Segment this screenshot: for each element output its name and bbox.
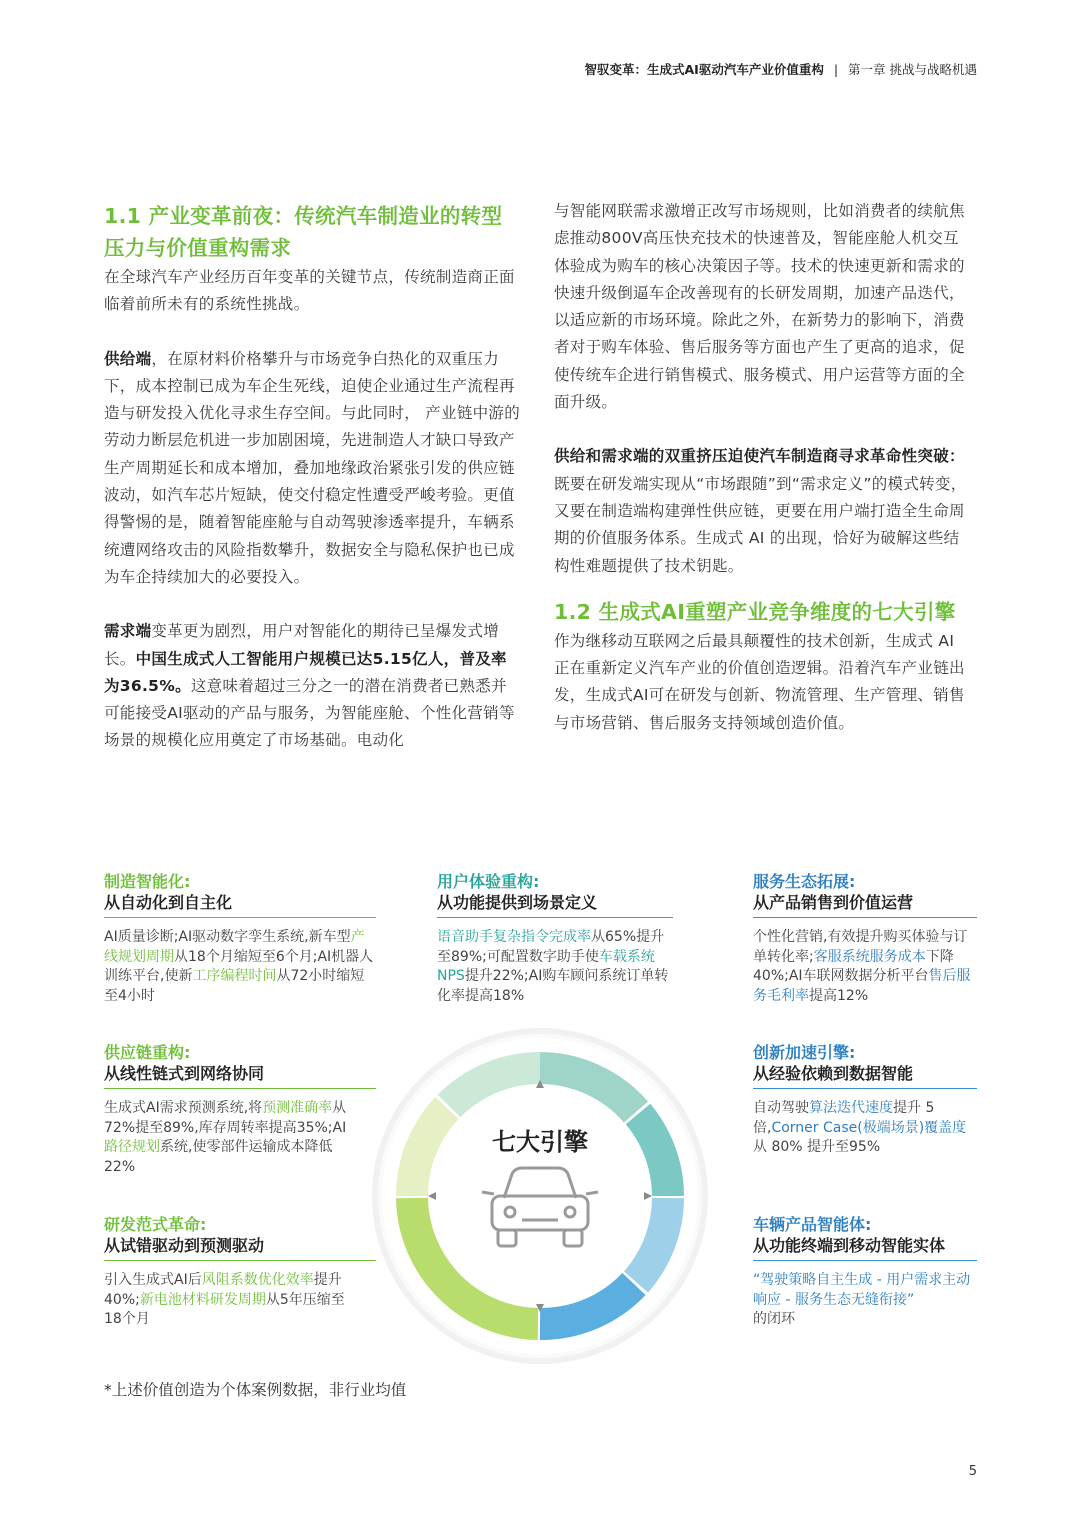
dual-pressure-paragraph [554, 443, 972, 579]
footnote: *上述价值创造为个体案例数据，非行业均值 [104, 1381, 407, 1399]
body-highlight: 客服系统服务成本 [813, 948, 926, 965]
body-text: 系统,使零部件运输成本降低 22% [104, 1139, 333, 1175]
card-manufacturing-title: 制造智能化: [104, 872, 191, 891]
heading-line-1: 1.1 产业变革前夜：传统汽车制造业的转型 [104, 204, 503, 228]
card-service-subtitle: 从产品销售到价值运营 [753, 892, 977, 918]
section-1-2-heading: 1.2 生成式AI重塑产业竞争维度的七大引擎 [554, 599, 956, 624]
card-service-body [753, 928, 977, 1006]
body-highlight: 产线规划周期 [104, 929, 365, 965]
card-service-ecosystem [753, 871, 977, 1006]
supply-paragraph [104, 346, 522, 592]
ring-title: 七大引擎 [492, 1128, 588, 1156]
card-chain-subtitle: 从线性链式到网络协同 [104, 1063, 376, 1089]
card-rd-subtitle: 从试错驱动到预测驱动 [104, 1235, 376, 1261]
card-innovation [753, 1042, 977, 1158]
continued-paragraph: 与智能网联需求激增正改写市场规则，比如消费者的续航焦虑推动800V高压快充技术的快速普及，智能座舱人机交互体验成为购车的核心决策因子等。技术的快速更新和需求的快速升级倒逼车企改善现有的长研发周期，加速产品迭代，以适应新的市场环境。除此之外，在新势力的影响下，消费者对于购车体验、售后服务等方面也产生了更高的追求，促使传统车企进行销售模式、服务模式、用户运营等方面的全面升级。 [554, 202, 965, 412]
card-supply-chain [104, 1042, 376, 1177]
card-veh-subtitle: 从功能终端到移动智能实体 [753, 1235, 977, 1261]
body-highlight: Corner Case(极端场景)覆盖度 [771, 1119, 967, 1136]
supply-label: 供给端 [104, 349, 152, 368]
body-text: 从18个月缩短至6个月;AI机器人训练平台,使新 [104, 948, 374, 984]
body-text: 提升22%;AI购车顾问系统订单转化率提高18% [437, 968, 669, 1004]
left-column [104, 200, 522, 755]
dual-pressure-text: 既要在研发端实现从“市场跟随”到“需求定义”的模式转变，又要在制造端构建弹性供应链，更要在用户端打造全生命周期的价值服务体系。生成式 AI 的出现，恰好为破解这些结构性难题提供了技术钥匙。 [554, 474, 967, 575]
heading-line-2: 压力与价值重构需求 [104, 236, 292, 260]
body-text: AI质量诊断;AI驱动数字孪生系统,新车型 [104, 929, 351, 945]
card-chain-body [104, 1099, 349, 1177]
header-title: 智驭变革：生成式AI驱动汽车产业价值重构 [584, 62, 824, 77]
card-chain-title: 供应链重构: [104, 1043, 191, 1062]
card-user-experience [437, 871, 673, 1006]
header-separator: | [833, 62, 839, 77]
body-text: 自动驾驶 [753, 1100, 809, 1116]
body-text: 从72小时缩短至4小时 [104, 968, 365, 1004]
card-rd-body [104, 1271, 359, 1330]
seven-engines-ring [372, 1028, 708, 1364]
body-highlight: 风阻系数优化效率 [201, 1272, 314, 1288]
body-text: 生成式AI需求预测系统,将 [104, 1100, 263, 1116]
body-text: 下降40%;AI车联网数据分析平台 [753, 948, 954, 984]
card-veh-title: 车辆产品智能体: [753, 1215, 872, 1234]
body-highlight: 工序编程时间 [192, 968, 277, 984]
body-text: 从5年压缩至18个月 [104, 1291, 345, 1327]
body-text: 从 80% 提升至95% [753, 1139, 881, 1155]
card-manufacturing [104, 871, 376, 1006]
body-text: 提升40%; [104, 1272, 342, 1308]
body-highlight: 新电池材料研发周期 [139, 1291, 266, 1308]
card-manufacturing-body [104, 928, 376, 1006]
dual-pressure-bold: 供给和需求端的双重挤压迫使汽车制造商寻求革命性突破： [554, 447, 965, 466]
body-text: 引入生成式AI后 [104, 1272, 202, 1288]
demand-paragraph [104, 618, 522, 754]
body-highlight: 算法迭代速度 [809, 1100, 893, 1116]
card-service-title: 服务生态拓展: [753, 872, 856, 891]
page-number: 5 [968, 1464, 977, 1479]
body-text: 提高12% [809, 987, 869, 1004]
body-highlight: “驾驶策略自主生成 - 用户需求主动响应 - 服务生态无缝衔接” [753, 1272, 971, 1308]
card-rd-title: 研发范式革命: [104, 1215, 207, 1234]
demand-text-1: 变革更为剧烈，用户对智能化的期待已呈爆发式增长。 [104, 622, 500, 668]
card-innov-title: 创新加速引擎: [753, 1043, 856, 1062]
card-manufacturing-subtitle: 从自动化到自主化 [104, 892, 376, 918]
demand-bold-stat: 中国生成式人工智能用户规模已达5.15亿人，普及率为36.5%。 [104, 649, 507, 695]
supply-text: ，在原材料价格攀升与市场竞争白热化的双重压力下，成本控制已成为车企生死线，迫使企业通过生产流程再造与研发投入优化寻求生存空间。与此同时， 产业链中游的劳动力断层危机进一步加剧困境，先进制造人才缺口导致产生产周期延长和成本增加，叠加地缘政治紧张引发的供应链波动，如汽车芯片短缺，使交付稳定性遭受严峻考验。更值得警惕的是，随着智能座舱与自动驾驶渗透率提升，车辆系统遭网络攻击的风险指数攀升，数据安全与隐私保护也已成为车企持续加大的必要投入。 [104, 349, 521, 586]
card-innov-body [753, 1099, 977, 1158]
body-highlight: 路径规划 [104, 1139, 160, 1155]
demand-label: 需求端 [104, 622, 152, 641]
body-text: 从72%提至89%,库存周转率提高35%;AI [104, 1100, 347, 1136]
card-rnd [104, 1214, 376, 1330]
body-text: 从65%提升至89%;可配置数字助手使 [437, 929, 665, 965]
card-ux-title: 用户体验重构: [437, 872, 540, 891]
demand-text-2: 这意味着超过三分之一的潜在消费者已熟悉并可能接受AI驱动的产品与服务，为智能座舱、个性化营销等场景的规模化应用奠定了市场基础。电动化 [104, 676, 515, 750]
intro-paragraph: 在全球汽车产业经历百年变革的关键节点，传统制造商正面临着前所未有的系统性挑战。 [104, 268, 515, 314]
card-veh-body [753, 1271, 977, 1330]
body-text: 的闭环 [753, 1311, 795, 1327]
card-vehicle-agent [753, 1214, 977, 1330]
body-text: 提升 5倍, [753, 1100, 935, 1136]
body-highlight: 售后服务毛利率 [753, 968, 971, 1004]
card-innov-subtitle: 从经验依赖到数据智能 [753, 1063, 977, 1089]
section-1-2-text: 作为继移动互联网之后最具颠覆性的技术创新，生成式 AI 正在重新定义汽车产业的价值创造逻辑。沿着汽车产业链出发，生成式AI可在研发与创新、物流管理、生产管理、销售与市场营销、售后服务支持领域创造价值。 [554, 631, 965, 732]
running-header [585, 60, 978, 78]
header-chapter: 第一章 挑战与战略机遇 [848, 62, 977, 77]
body-text: 个性化营销,有效提升购买体验与订单转化率; [753, 929, 968, 965]
section-1-1-heading [104, 200, 522, 264]
body-highlight: 车载系统NPS [437, 948, 655, 984]
right-column [554, 198, 972, 737]
body-highlight: 语音助手复杂指令完成率 [437, 929, 591, 945]
body-highlight: 预测准确率 [262, 1100, 333, 1116]
card-ux-body [437, 928, 673, 1006]
card-ux-subtitle: 从功能提供到场景定义 [437, 892, 673, 918]
